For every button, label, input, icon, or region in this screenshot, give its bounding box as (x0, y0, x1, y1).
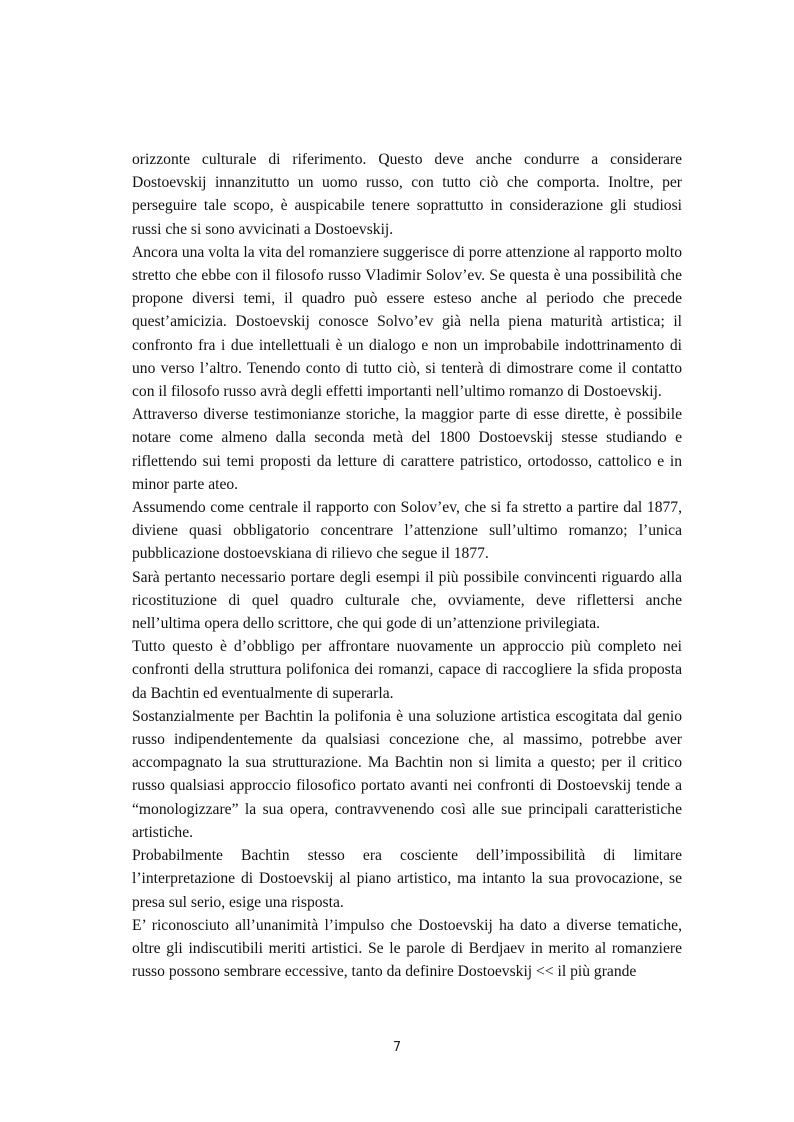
paragraph-4: Assumendo come centrale il rapporto con Solov’ev, che si fa stretto a partire dal 1877, diviene quasi obbligatorio concentrare l’attenzione sull’ultimo romanzo; l’unica pubblicazione dostoevskiana di rilievo che segue il 1877. (132, 499, 682, 563)
paragraph-8: Probabilmente Bachtin stesso era cosciente dell’impossibilità di limitare l’interpretazione di Dostoevskij al piano artistico, ma intanto la sua provocazione, se presa sul serio, esige una risposta. (132, 847, 682, 911)
paragraph-9: E’ riconosciuto all’unanimità l’impulso che Dostoevskij ha dato a diverse tematiche, oltre gli indiscutibili meriti artistici. Se le parole di Berdjaev in merito al romanziere russo possono sembrare eccessive, tanto da definire Dostoevskij << il più grande (132, 916, 682, 981)
paragraph-5: Sarà pertanto necessario portare degli esempi il più possibile convincenti riguardo alla ricostituzione di quel quadro culturale che, ovviamente, deve riflettersi anche nell’ultima opera dello scrittore, che qui gode di un’attenzione privilegiata. (132, 568, 682, 633)
paragraph-7: Sostanzialmente per Bachtin la polifonia è una soluzione artistica escogitata dal genio russo indipendentemente da qualsiasi concezione che, al massimo, potrebbe aver accompagnato la sua strutturazione. Ma Bachtin non si limita a questo; per il critico russo qualsiasi approccio filosofico portato avanti nei confronti di Dostoevskij tende a “monologizzare” la sua opera, contravvenendo così alle sue principali caratteristiche artistiche. (132, 707, 682, 841)
paragraph-3: Attraverso diverse testimonianze storiche, la maggior parte di esse dirette, è possibile notare come almeno dalla seconda metà del 1800 Dostoevskij stesse studiando e riflettendo sui temi proposti da letture di carattere patristico, ortodosso, cattolico e in minor parte ateo. (132, 406, 682, 493)
page-number: 7 (392, 1040, 402, 1055)
paragraph-6: Tutto questo è d’obbligo per affrontare nuovamente un approccio più completo nei confronti della struttura polifonica dei romanzi, capace di raccogliere la sfida proposta da Bachtin ed eventualmente di superarla. (132, 638, 682, 702)
page-body (132, 148, 682, 983)
paragraph-2: Ancora una volta la vita del romanziere suggerisce di porre attenzione al rapporto molto stretto che ebbe con il filosofo russo Vladimir Solov’ev. Se questa è una possibilità che propone diversi temi, il quadro può essere esteso anche al periodo che precede quest’amicizia. Dostoevskij conosce Solvo’ev già nella piena maturità artistica; il confronto fra i due intellettuali è un dialogo e non un improbabile indottrinamento di uno verso l’altro. Tenendo conto di tutto ciò, si tenterà di dimostrare come il contatto con il filosofo russo avrà degli effetti importanti nell’ultimo romanzo di Dostoevskij. (132, 243, 682, 401)
paragraph-1: orizzonte culturale di riferimento. Questo deve anche condurre a considerare Dostoevskij innanzitutto un uomo russo, con tutto ciò che comporta. Inoltre, per perseguire tale scopo, è auspicabile tenere soprattutto in considerazione gli studiosi russi che si sono avvicinati a Dostoevskij. (132, 151, 682, 238)
